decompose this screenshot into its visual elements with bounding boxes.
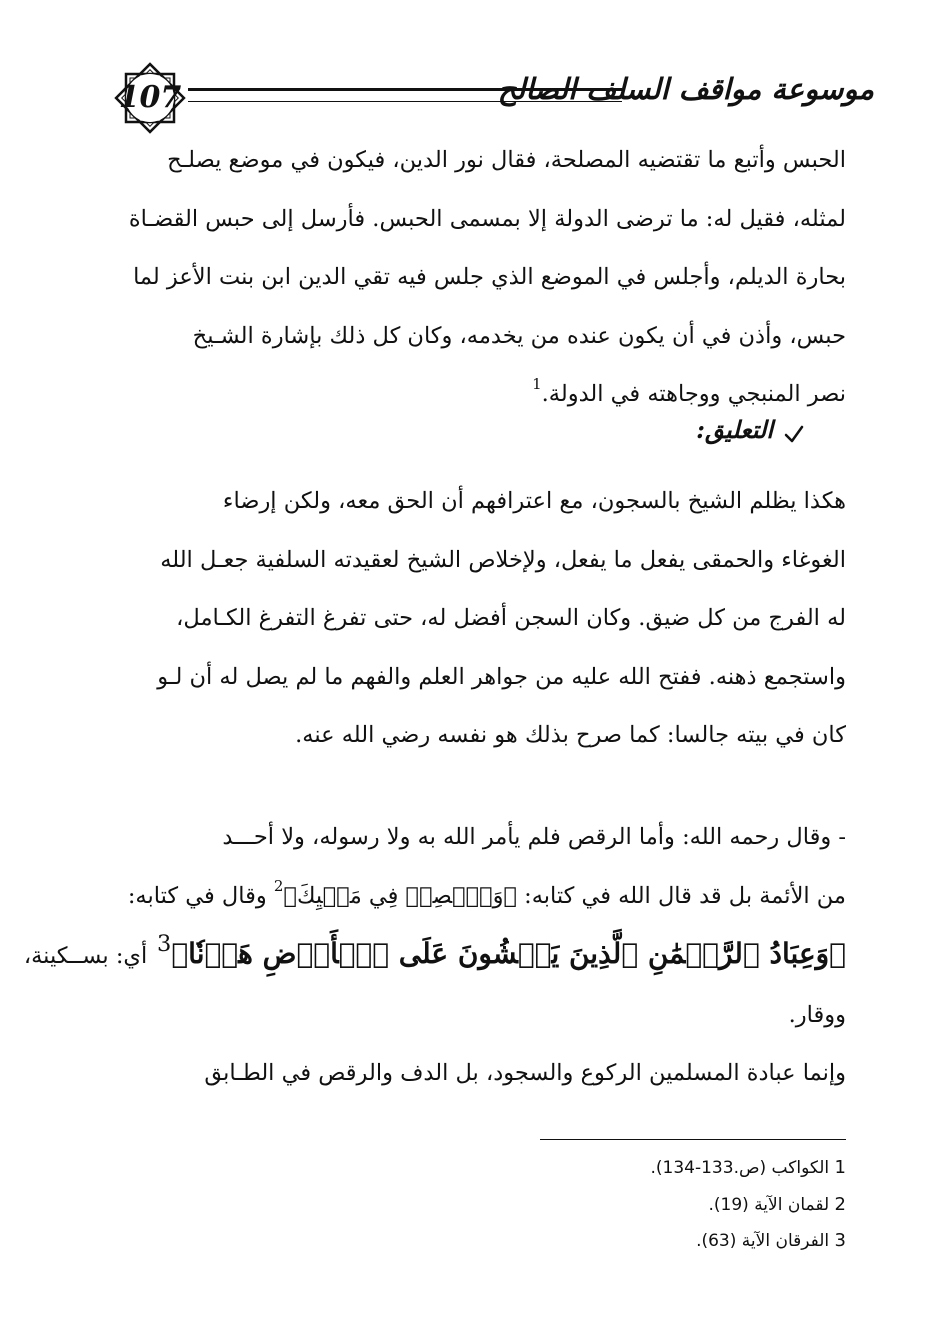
text-segment: نصر المنبجي ووجاهته في الدولة.: [541, 381, 846, 407]
check-mark-icon: [783, 423, 805, 445]
footnote-item: [500, 1187, 846, 1224]
text-line: واستجمع ذهنه. ففتح الله عليه من جواهر العلم والفهم ما لم يصل له أن لـو: [157, 663, 846, 690]
text-line: حبس، وأذن في أن يكون عنده من يخدمه، وكان كل ذلك بإشارة الشـيخ: [192, 322, 846, 349]
comment-heading: التعليق:: [696, 415, 773, 444]
text-line: [112, 867, 846, 926]
footnotes: [500, 1150, 846, 1260]
text-line: الغوغاء والحمقى يفعل ما يفعل، ولإخلاص الشيخ لعقيدته السلفية جعـل الله: [160, 546, 846, 573]
text-line: ووقار.: [788, 1001, 846, 1028]
quran-verse-1: ﴿وَٱقۡصِدۡ فِي مَشۡيِكَ﴾: [283, 882, 517, 909]
footnote-number: 3: [834, 1230, 846, 1251]
paragraph-1: [112, 131, 846, 424]
text-line: لمثله، فقيل له: ما ترضى الدولة إلا بمسمى الحبس. فأرسل إلى حبس القضـاة: [128, 205, 846, 232]
footnote-item: [500, 1223, 846, 1260]
text-segment: من الأئمة بل قد قال الله في كتابه:: [524, 882, 846, 909]
footnote-ref-2[interactable]: 2: [273, 876, 284, 895]
quran-verse-line: [23, 925, 846, 986]
text-line: كان في بيته جالسا: كما صرح بذلك هو نفسه رضي الله عنه.: [295, 722, 846, 748]
text-segment: أي: بســكينة،: [23, 943, 148, 969]
footnote-ref-1[interactable]: 1: [532, 375, 542, 393]
text-line: الحبس وأتبع ما تقتضيه المصلحة، فقال نور الدين، فيكون في موضع يصلـح: [167, 147, 846, 173]
page-number-badge: [112, 60, 188, 136]
text-segment: وقال في كتابه:: [127, 882, 267, 909]
footnote-item: [500, 1150, 846, 1187]
quran-verse-2: ﴿وَعِبَادُ ٱلرَّحۡمَٰنِ ٱلَّذِينَ يَمۡشُونَ عَلَى ٱلۡأَرۡضِ هَوۡنٗا﴾: [171, 937, 846, 970]
paragraph-3: [23, 808, 846, 1103]
page-number: 107: [118, 80, 182, 115]
footnote-number: 1: [834, 1157, 846, 1178]
footnote-text: لقمان الآية (19).: [708, 1194, 830, 1215]
text-line: له الفرج من كل ضيق. وكان السجن أفضل له، حتى تفرغ التفرغ الكـامل،: [176, 605, 846, 631]
footnote-number: 2: [834, 1193, 846, 1215]
footnote-ref-3[interactable]: 3: [157, 931, 172, 957]
text-line: وإنما عبادة المسلمين الركوع والسجود، بل الدف والرقص في الطـابق: [204, 1060, 846, 1086]
text-line: بحارة الديلم، وأجلس في الموضع الذي جلس فيه تقي الدين ابن بنت الأعز لما: [133, 264, 846, 290]
text-line: - وقال رحمه الله: وأما الرقص فلم يأمر الله به ولا رسوله، ولا أحـــد: [222, 824, 846, 850]
page-header: [112, 60, 874, 138]
footnote-text: الفرقان الآية (63).: [696, 1231, 830, 1251]
book-title: موسوعة مواقف السلف الصالح: [497, 72, 874, 106]
comment-paragraph: [112, 472, 846, 765]
footnote-text: الكواكب (ص.133-134).: [650, 1158, 830, 1178]
footnote-separator: [540, 1139, 846, 1140]
text-line: هكذا يظلم الشيخ بالسجون، مع اعترافهم أن الحق معه، ولكن إرضاء: [222, 488, 846, 514]
